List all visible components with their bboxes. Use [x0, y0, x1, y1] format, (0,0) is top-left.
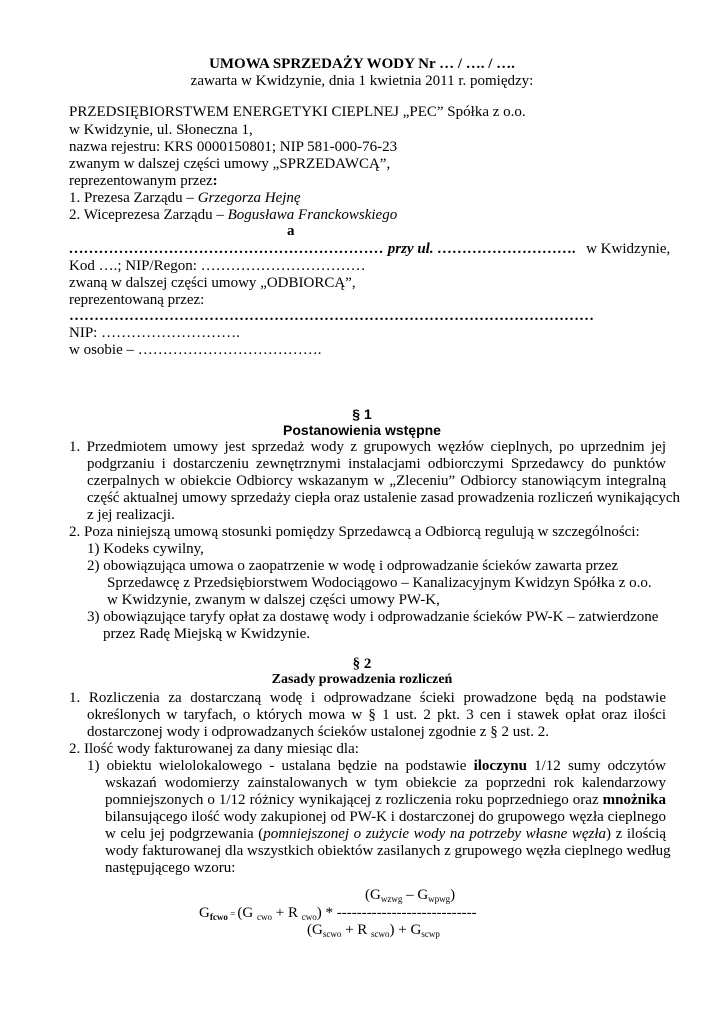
s2-item1-line5-a: w celu jej podgrzewania ( — [105, 826, 264, 842]
buyer-called: zwaną w dalszej części umowy „ODBIORCĄ”, — [69, 275, 356, 291]
buyer-represented: reprezentowaną przez: — [69, 292, 205, 308]
s2-p1-line-3: dostarczonej wody i odprowadzanych ścieków ustalonej zgodnie z § 2 ust. 2. — [87, 724, 549, 740]
section2-title: Zasady prowadzenia rozliczeń — [271, 672, 453, 687]
s2-p2: 2. Ilość wody fakturowanej za dany miesiąc dla: — [69, 741, 359, 757]
buyer-dots: ……………………………………………………… przy ul. ………………………. — [69, 241, 577, 257]
s2-item1-line5-italic: pomniejszonej o zużycie wody na potrzeby własne węzła — [263, 826, 607, 842]
num-close: ) — [450, 887, 456, 903]
seller-registry: nazwa rejestru: KRS 0000150801; NIP 581-000-76-23 — [69, 139, 398, 155]
s1-item-1: 1) Kodeks cywilny, — [87, 541, 204, 557]
rep2-name: Bogusława Franckowskiego — [227, 207, 398, 223]
section1-title: Postanowienia wstępne — [283, 422, 441, 438]
fraction-bar: ---------------------------- — [336, 905, 477, 921]
buyer-person: w osobie – ………………………………. — [69, 342, 322, 358]
conjunction: a — [287, 223, 295, 239]
formula-numerator — [365, 886, 455, 904]
rhs-a: (G — [237, 905, 257, 921]
seller-address: w Kwidzynie, ul. Słoneczna 1, — [69, 122, 253, 138]
s2-item1-line-5 — [105, 825, 666, 843]
s1-item-3-line-2: przez Radę Miejską w Kwidzynie. — [103, 626, 311, 642]
rep1-role: 1. Prezesa Zarządu – — [69, 190, 198, 206]
lhs-sub: fcwo — [209, 912, 228, 922]
contract-title: UMOWA SPRZEDAŻY WODY Nr … / …. / …. — [209, 56, 515, 72]
buyer-city: w Kwidzynie, — [586, 241, 671, 257]
s1-p1-line-3: czerpalnych w obiekcie Odbiorcy wskazanym w „Zleceniu” Odbiorcy stanowiącym integralną — [87, 473, 666, 489]
s2-item1-line-1 — [87, 757, 666, 775]
den-b: + R — [341, 922, 372, 938]
lhs-g: G — [199, 905, 210, 921]
s2-item1-iloczynu: iloczynu — [473, 758, 527, 774]
s2-item1-line-3 — [105, 791, 666, 809]
rhs-b: + R — [272, 905, 302, 921]
num-open: (G — [365, 887, 381, 903]
s2-item1-text-a: 1) obiektu wielolokalowego - ustalana będzie na podstawie — [87, 758, 474, 774]
den-sub-2: scwo — [371, 929, 390, 939]
s1-item-2-line-2: Sprzedawcę z Przedsiębiorstwem Wodociągowo – Kanalizacyjnym Kwidzyn Spółka z o.o. — [107, 575, 652, 591]
s2-item1-line-6: wody fakturowanej dla wszystkich obiektów zasilanych z grupowego węzła cieplnego według — [105, 843, 671, 859]
num-mid: – G — [402, 887, 429, 903]
seller-rep-2 — [69, 206, 397, 224]
lhs-eq: = — [227, 909, 238, 919]
s1-p1-line-4: część aktualnej umowy sprzedaży ciepła oraz ustalenie zasad prowadzenia rozliczeń wynikających — [87, 490, 681, 506]
rhs-c: ) * — [316, 905, 337, 921]
buyer-dots-line: …………………………………………………………………………………………… — [69, 308, 594, 324]
s2-item1-line-4: bilansującego ilość wody zakupionej od PW-K i dostarczonej do grupowego węzła cieplnego — [105, 809, 666, 825]
seller-represented — [69, 172, 218, 190]
buyer-line-2: Kod ….; NIP/Regon: …………………………… — [69, 258, 366, 274]
rhs-sub-1: cwo — [257, 912, 272, 922]
section2-number: § 2 — [352, 656, 372, 672]
num-sub-1: wzwg — [380, 894, 403, 904]
seller-name: PRZEDSIĘBIORSTWEM ENERGETYKI CIEPLNEJ „PEC” Spółka z o.o. — [69, 104, 526, 120]
den-a: (G — [307, 922, 323, 938]
seller-rep-1 — [69, 189, 301, 207]
s2-item1-line3-text: pomniejszonych o 1/12 różnicy wynikającej z rozliczenia roku poprzedniego oraz — [105, 792, 603, 808]
s2-item1-mnoznika: mnożnika — [602, 792, 666, 808]
s1-item-2-line-3: w Kwidzynie, zwanym w dalszej części umowy PW-K, — [107, 592, 440, 608]
den-sub-1: scwo — [322, 929, 342, 939]
represented-colon: : — [212, 173, 218, 189]
s2-p1-line-2: określonych w taryfach, o których mowa w § 1 ust. 2 pkt. 3 cen i stawek opłat oraz ilości — [87, 707, 666, 723]
formula-denominator — [307, 921, 440, 939]
s1-p2: 2. Poza niniejszą umową stosunki pomiędzy Sprzedawcą a Odbiorcą regulują w szczególności: — [69, 524, 640, 540]
s1-p1-line-5: z jej realizacji. — [87, 507, 175, 523]
rhs-sub-2: cwo — [301, 912, 317, 922]
rep1-name: Grzegorza Hejnę — [197, 190, 301, 206]
s1-item-2-line-1: 2) obowiązująca umowa o zaopatrzenie w wodę i odprowadzanie ścieków zawarta przez — [87, 558, 618, 574]
s2-item1-line5-c: ) z ilością — [606, 826, 667, 842]
buyer-line-1 — [69, 240, 670, 258]
s2-item1-line-2: wskazań wodomierzy zainstalowanych w tym obiekcie za poprzedni rok kalendarzowy — [105, 775, 666, 791]
contract-subtitle: zawarta w Kwidzynie, dnia 1 kwietnia 2011 r. pomiędzy: — [190, 73, 534, 89]
den-sub-3: scwp — [421, 929, 440, 939]
rep2-role: 2. Wiceprezesa Zarządu – — [69, 207, 228, 223]
section1-number: § 1 — [352, 406, 372, 422]
num-sub-2: wpwg — [428, 894, 451, 904]
s2-p1-line-1: 1. Rozliczenia za dostarczaną wodę i odprowadzane ścieki prowadzone będą na podstawie — [69, 690, 666, 706]
seller-called: zwanym w dalszej części umowy „SPRZEDAWCĄ”, — [69, 156, 391, 172]
s1-p1-line-2: podgrzaniu i dostarczeniu zewnętrznymi instalacjami odbiorczymi Sprzedawcy do punktów — [87, 456, 666, 472]
represented-label: reprezentowanym przez — [69, 173, 213, 189]
buyer-nip: NIP: ………………………. — [69, 325, 240, 341]
s2-item1-line-7: następującego wzoru: — [105, 860, 236, 876]
s1-item-3-line-1: 3) obowiązujące taryfy opłat za dostawę wody i odprowadzanie ścieków PW-K – zatwierdzone — [87, 609, 659, 625]
s1-p1-line-1: 1. Przedmiotem umowy jest sprzedaż wody z grupowych węzłów cieplnych, po uprzednim jej — [69, 439, 666, 455]
s2-item1-text-c: 1/12 sumy odczytów — [526, 758, 666, 774]
den-c: ) + G — [389, 922, 422, 938]
